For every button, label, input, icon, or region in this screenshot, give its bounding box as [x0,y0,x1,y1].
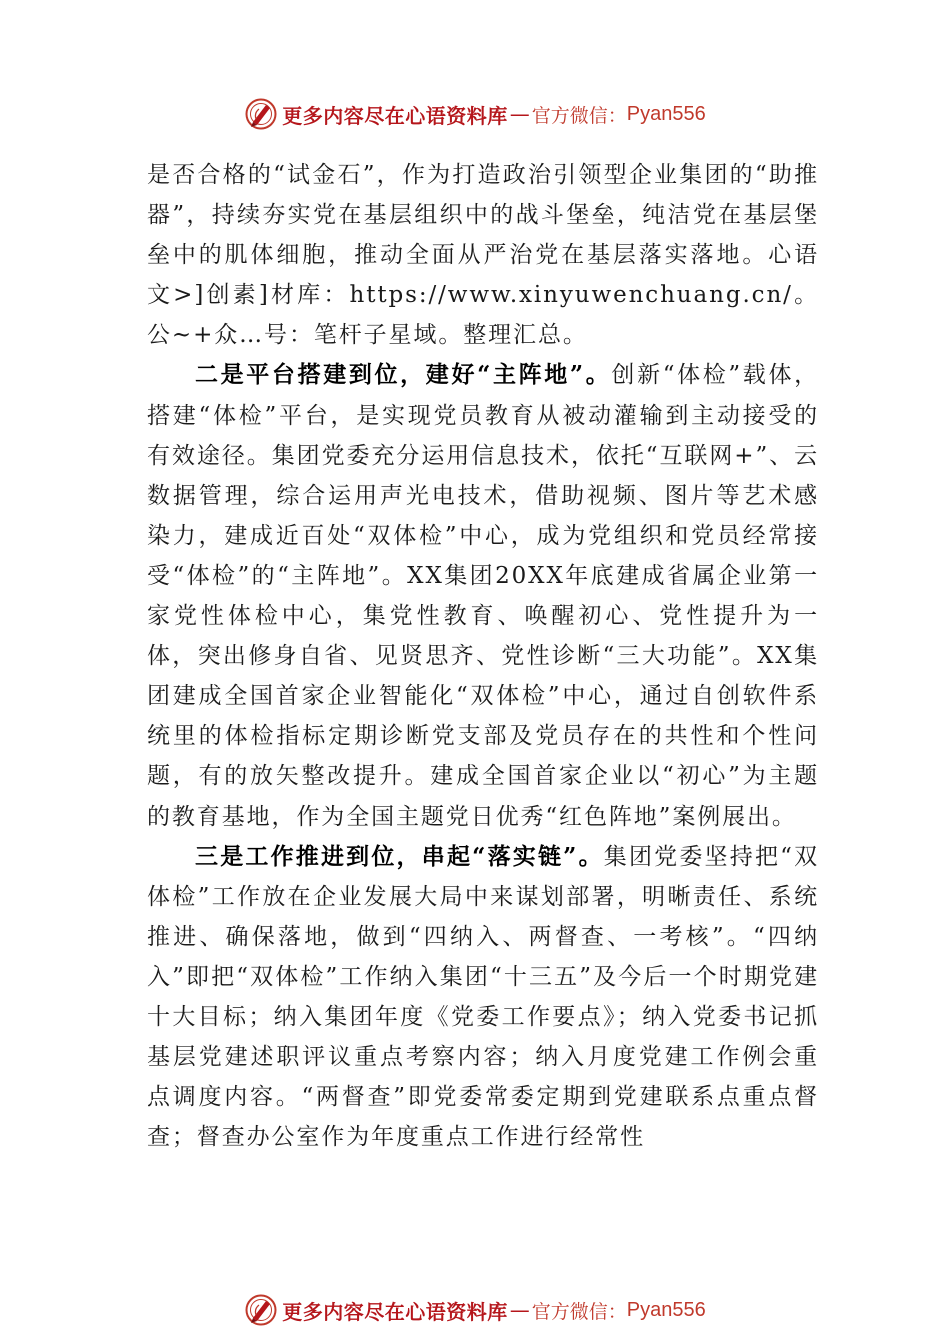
paragraph-text: 集团党委坚持把“双体检”工作放在企业发展大局中来谋划部署，明晰责任、系统推进、确保落地，做到“四纳入、两督查、一考核”。“四纳入”即把“双体检”工作纳入集团“十三五”及今后一个时期党建十大目标；纳入集团年度《党委工作要点》；纳入党委书记抓基层党建述职评议重点考察内容；纳入月度党建工作例会重点调度内容。“两督查”即党委常委定期到党建联系点重点督查；督查办公室作为年度重点工作进行经常性 [147,843,819,1151]
footer-wechat-label: 官方微信： [531,1300,627,1323]
paragraph-continued: 是否合格的“试金石”，作为打造政治引领型企业集团的“助推器”，持续夯实党在基层组织中的战斗堡垒，纯洁党在基层堡垒中的肌体细胞，推动全面从严治党在基层落实落地。心语文>]创素]材库：https://www.xinyuwenchuang.cn/。公~+众…号：笔杆子星域。整理汇总。 [147,162,819,349]
footer-wechat-id: Pyan556 [626,1298,706,1321]
header-wechat-id: Pyan556 [626,102,706,125]
header-wechat-label: 官方微信： [531,104,627,127]
document-body [147,155,819,1157]
footer-separator: — [509,1298,530,1322]
header-banner [0,94,950,134]
header-separator: — [509,102,530,126]
paragraph-heading: 三是工作推进到位，串起“落实链”。 [195,842,604,870]
paragraph-work-progress [147,837,819,1158]
header-slogan: 更多内容尽在心语资料库 [282,103,508,128]
paragraph-text: 创新“体检”载体，搭建“体检”平台，是实现党员教育从被动灌输到主动接受的有效途径。集团党委充分运用信息技术，依托“互联网+”、云数据管理，综合运用声光电技术，借助视频、图片等艺术感染力，建成近百处“双体检”中心，成为党组织和党员经常接受“体检”的“主阵地”。XX集团20XX年底建成省属企业第一家党性体检中心，集党性教育、唤醒初心、党性提升为一体，突出修身自省、见贤思齐、党性诊断“三大功能”。XX集团建成全国首家企业智能化“双体检”中心，通过自创软件系统里的体检指标定期诊断党支部及党员存在的共性和个性问题，有的放矢整改提升。建成全国首家企业以“初心”为主题的教育基地，作为全国主题党日优秀“红色阵地”案例展出。 [147,362,819,830]
footer-slogan: 更多内容尽在心语资料库 [282,1299,508,1324]
pen-seal-logo-icon [244,1293,278,1327]
footer-banner [0,1290,950,1330]
paragraph-platform [147,355,819,836]
pen-seal-logo-icon [244,97,278,131]
paragraph-heading: 二是平台搭建到位，建好“主阵地”。 [195,361,612,389]
